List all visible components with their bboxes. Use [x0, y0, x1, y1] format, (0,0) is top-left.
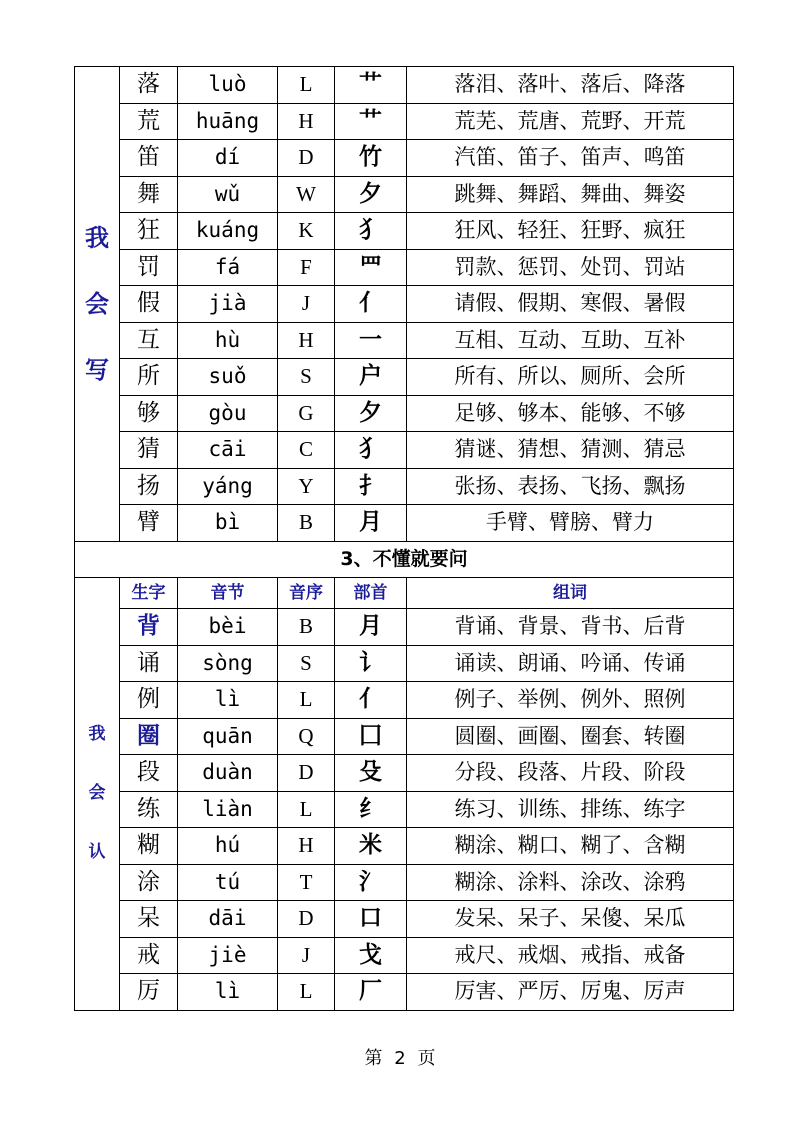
cell-character: 圈 [120, 718, 178, 755]
cell-words: 背诵、背景、背书、后背 [407, 609, 734, 646]
cell-letter: T [278, 864, 335, 901]
cell-letter: K [278, 213, 335, 250]
side-label-char: 认 [88, 842, 106, 863]
table-row [75, 901, 734, 938]
cell-words: 圆圈、画圈、圈套、转圈 [407, 718, 734, 755]
table-row [75, 791, 734, 828]
vocabulary-sheet [74, 66, 733, 1011]
table-row [75, 249, 734, 286]
cell-letter: G [278, 395, 335, 432]
cell-letter: D [278, 755, 335, 792]
cell-radical: 艹 [335, 103, 407, 140]
cell-pinyin: quān [178, 718, 278, 755]
cell-pinyin: fá [178, 249, 278, 286]
cell-words: 张扬、表扬、飞扬、飘扬 [407, 468, 734, 505]
side-label-stack [75, 726, 119, 861]
cell-radical: 月 [335, 609, 407, 646]
cell-words: 分段、段落、片段、阶段 [407, 755, 734, 792]
cell-words: 荒芜、荒唐、荒野、开荒 [407, 103, 734, 140]
cell-letter: H [278, 828, 335, 865]
cell-letter: C [278, 432, 335, 469]
cell-pinyin: duàn [178, 755, 278, 792]
cell-pinyin: luò [178, 67, 278, 104]
cell-words: 猜谜、猜想、猜测、猜忌 [407, 432, 734, 469]
cell-pinyin: jià [178, 286, 278, 323]
cell-character: 例 [120, 682, 178, 719]
table-row [75, 286, 734, 323]
table-row [75, 682, 734, 719]
cell-words: 糊涂、糊口、糊了、含糊 [407, 828, 734, 865]
footer-prefix: 第 [364, 1048, 383, 1069]
cell-character: 糊 [120, 828, 178, 865]
cell-radical: 户 [335, 359, 407, 396]
section-title-row [75, 541, 734, 578]
cell-words: 发呆、呆子、呆傻、呆瓜 [407, 901, 734, 938]
header-words: 组词 [407, 578, 734, 609]
cell-character: 涂 [120, 864, 178, 901]
table-row [75, 645, 734, 682]
cell-character: 够 [120, 395, 178, 432]
cell-radical: 亻 [335, 286, 407, 323]
cell-character: 落 [120, 67, 178, 104]
cell-radical: 殳 [335, 755, 407, 792]
cell-character: 互 [120, 322, 178, 359]
cell-pinyin: cāi [178, 432, 278, 469]
cell-words: 厉害、严厉、厉鬼、厉声 [407, 974, 734, 1011]
cell-radical: 厂 [335, 974, 407, 1011]
cell-pinyin: bèi [178, 609, 278, 646]
cell-character: 背 [120, 609, 178, 646]
cell-character: 臂 [120, 505, 178, 542]
cell-letter: Q [278, 718, 335, 755]
cell-character: 扬 [120, 468, 178, 505]
header-radical: 部首 [335, 578, 407, 609]
table-row [75, 395, 734, 432]
cell-pinyin: wǔ [178, 176, 278, 213]
cell-words: 诵读、朗诵、吟诵、传诵 [407, 645, 734, 682]
table-row [75, 468, 734, 505]
cell-character: 舞 [120, 176, 178, 213]
cell-radical: 戈 [335, 937, 407, 974]
cell-radical: 一 [335, 322, 407, 359]
cell-pinyin: lì [178, 682, 278, 719]
cell-letter: H [278, 103, 335, 140]
cell-character: 假 [120, 286, 178, 323]
cell-radical: 夕 [335, 395, 407, 432]
section-side-label [75, 578, 120, 1011]
cell-character: 厉 [120, 974, 178, 1011]
cell-character: 笛 [120, 140, 178, 177]
cell-character: 段 [120, 755, 178, 792]
cell-radical: 扌 [335, 468, 407, 505]
cell-radical: 亻 [335, 682, 407, 719]
cell-letter: L [278, 974, 335, 1011]
cell-words: 所有、所以、厕所、会所 [407, 359, 734, 396]
cell-words: 汽笛、笛子、笛声、鸣笛 [407, 140, 734, 177]
cell-pinyin: dāi [178, 901, 278, 938]
cell-words: 互相、互动、互助、互补 [407, 322, 734, 359]
cell-character: 戒 [120, 937, 178, 974]
page-footer [0, 1044, 800, 1070]
cell-letter: L [278, 791, 335, 828]
cell-pinyin: liàn [178, 791, 278, 828]
cell-words: 落泪、落叶、落后、降落 [407, 67, 734, 104]
cell-letter: D [278, 140, 335, 177]
table-row [75, 432, 734, 469]
cell-radical: 纟 [335, 791, 407, 828]
cell-words: 例子、举例、例外、照例 [407, 682, 734, 719]
cell-pinyin: gòu [178, 395, 278, 432]
cell-radical: 夕 [335, 176, 407, 213]
header-pinyin: 音节 [178, 578, 278, 609]
table-row [75, 718, 734, 755]
cell-radical: 月 [335, 505, 407, 542]
cell-words: 手臂、臂膀、臂力 [407, 505, 734, 542]
table-row [75, 359, 734, 396]
cell-letter: B [278, 609, 335, 646]
cell-radical: 囗 [335, 718, 407, 755]
cell-pinyin: yáng [178, 468, 278, 505]
section-side-label [75, 67, 120, 542]
table-row [75, 103, 734, 140]
side-label-char: 我 [85, 223, 109, 252]
side-label-char: 写 [85, 355, 109, 384]
table-row [75, 176, 734, 213]
cell-letter: J [278, 937, 335, 974]
cell-radical: 艹 [335, 67, 407, 104]
table-row [75, 213, 734, 250]
column-header-row [75, 578, 734, 609]
cell-words: 请假、假期、寒假、暑假 [407, 286, 734, 323]
cell-radical: 犭 [335, 213, 407, 250]
cell-radical: 犭 [335, 432, 407, 469]
cell-radical: 口 [335, 901, 407, 938]
cell-letter: S [278, 359, 335, 396]
table-row [75, 864, 734, 901]
cell-letter: J [278, 286, 335, 323]
cell-words: 戒尺、戒烟、戒指、戒备 [407, 937, 734, 974]
table-row [75, 937, 734, 974]
cell-character: 荒 [120, 103, 178, 140]
table-row [75, 828, 734, 865]
cell-pinyin: bì [178, 505, 278, 542]
cell-pinyin: dí [178, 140, 278, 177]
cell-letter: S [278, 645, 335, 682]
cell-character: 狂 [120, 213, 178, 250]
cell-words: 跳舞、舞蹈、舞曲、舞姿 [407, 176, 734, 213]
cell-character: 所 [120, 359, 178, 396]
cell-pinyin: suǒ [178, 359, 278, 396]
table-row [75, 140, 734, 177]
cell-letter: L [278, 682, 335, 719]
header-char: 生字 [120, 578, 178, 609]
header-letter: 音序 [278, 578, 335, 609]
footer-suffix: 页 [417, 1048, 436, 1069]
cell-character: 猜 [120, 432, 178, 469]
page-number: 2 [394, 1048, 406, 1069]
cell-pinyin: sòng [178, 645, 278, 682]
table-row [75, 505, 734, 542]
side-label-stack [75, 223, 119, 384]
table-row [75, 755, 734, 792]
cell-radical: 米 [335, 828, 407, 865]
cell-radical: 罒 [335, 249, 407, 286]
cell-radical: 氵 [335, 864, 407, 901]
cell-words: 狂风、轻狂、狂野、疯狂 [407, 213, 734, 250]
cell-pinyin: huāng [178, 103, 278, 140]
cell-pinyin: kuáng [178, 213, 278, 250]
cell-character: 练 [120, 791, 178, 828]
cell-character: 呆 [120, 901, 178, 938]
side-label-char: 会 [88, 783, 106, 804]
cell-character: 诵 [120, 645, 178, 682]
cell-pinyin: hù [178, 322, 278, 359]
side-label-char: 会 [85, 289, 109, 318]
table-row [75, 609, 734, 646]
character-table [74, 66, 734, 1011]
cell-letter: F [278, 249, 335, 286]
cell-radical: 竹 [335, 140, 407, 177]
table-row [75, 67, 734, 104]
cell-letter: L [278, 67, 335, 104]
table-row [75, 974, 734, 1011]
cell-words: 糊涂、涂料、涂改、涂鸦 [407, 864, 734, 901]
section-title: 3、不懂就要问 [75, 541, 734, 578]
cell-pinyin: jiè [178, 937, 278, 974]
cell-letter: H [278, 322, 335, 359]
cell-pinyin: tú [178, 864, 278, 901]
table-row [75, 322, 734, 359]
cell-words: 罚款、惩罚、处罚、罚站 [407, 249, 734, 286]
side-label-char: 我 [88, 724, 106, 745]
cell-character: 罚 [120, 249, 178, 286]
cell-pinyin: lì [178, 974, 278, 1011]
cell-letter: Y [278, 468, 335, 505]
cell-words: 足够、够本、能够、不够 [407, 395, 734, 432]
cell-radical: 讠 [335, 645, 407, 682]
cell-words: 练习、训练、排练、练字 [407, 791, 734, 828]
cell-letter: B [278, 505, 335, 542]
cell-pinyin: hú [178, 828, 278, 865]
cell-letter: D [278, 901, 335, 938]
cell-letter: W [278, 176, 335, 213]
